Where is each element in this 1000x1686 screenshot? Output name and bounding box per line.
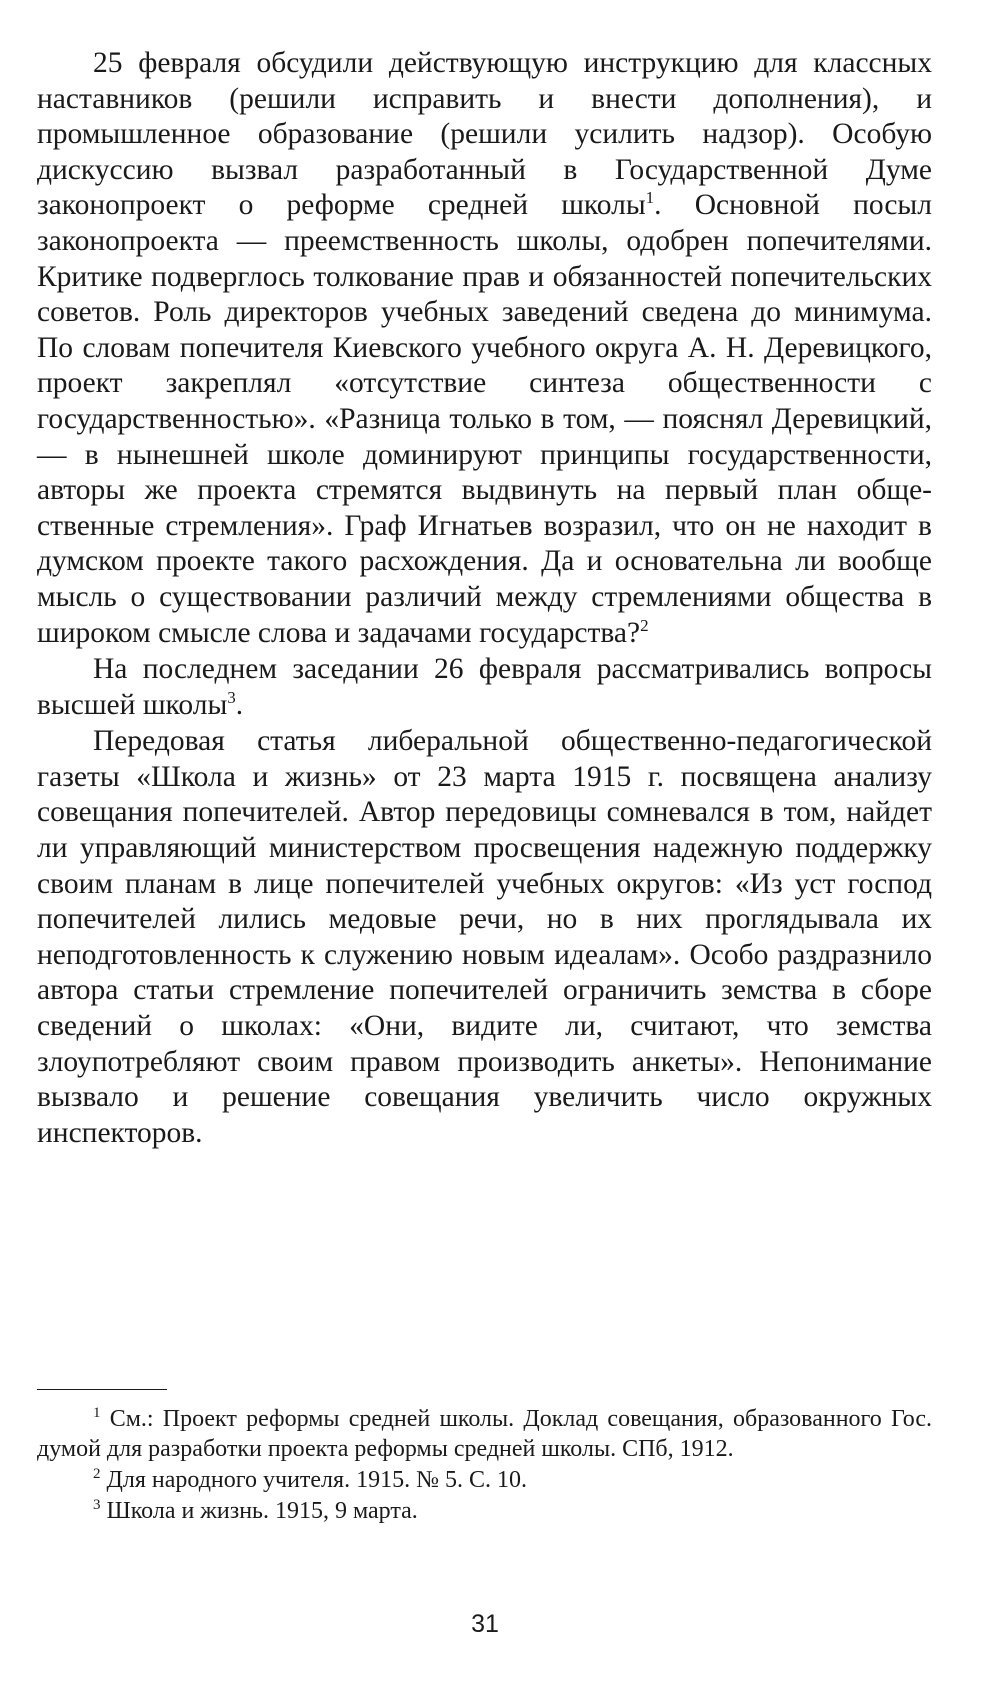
footnotes — [37, 1404, 932, 1527]
footnote-ref-1: 1 — [645, 188, 655, 208]
footnote-1-text: См.: Проект реформы средней школы. Доклад совещания, образованного Гос. думой для разработки проекта реформы средней школы. СПб, 1912. — [37, 1406, 932, 1462]
paragraph-1-tail: . Основной посыл законопроекта — преемственность школы, одобрен попечителями. Критике подверглось толкование прав и обязанностей попечительских советов. Роль директоров учебных заведений сведена до минимума. По словам попечителя Киевского учебного округа А. Н. Деревицкого, проект закреплял «отсутствие синтеза общественности с государственностью». «Разница только в том, — пояснял Деревицкий, — в нынешней школе доминируют принципы государственности, авторы же проекта стремятся выдвинуть на первый план общественные стремления». Граф Игнатьев возразил, что он не находит в думском проекте такого расхождения. Да и основательна ли вообще мысль о существовании различий между стремлениями общества в широком смысле слова и задачами государства? — [37, 189, 932, 649]
footnote-1-number: 1 — [93, 1405, 101, 1421]
footnote-2-text: Для народного учителя. 1915. № 5. С. 10. — [106, 1467, 527, 1493]
paragraph-1-text: 25 февраля обсудили действующую инструкцию для классных наставников (решили исправить и внести дополнения), и промышленное образование (решили усилить надзор). Особую дискуссию вызвал разработанный в Государственной Думе законопроект о реформе средней школы — [37, 47, 932, 222]
footnote-ref-2: 2 — [640, 615, 649, 635]
paragraph-3 — [37, 724, 932, 1151]
footnote-1 — [37, 1404, 932, 1464]
paragraph-2-tail: . — [235, 688, 244, 721]
footnote-divider — [37, 1389, 167, 1390]
footnote-2-number: 2 — [93, 1466, 101, 1482]
paragraph-2 — [37, 652, 932, 723]
footnote-3 — [37, 1496, 932, 1526]
page-number: 31 — [471, 1610, 499, 1638]
footnote-2 — [37, 1465, 932, 1495]
paragraph-2-text: На последнем заседании 26 февраля рассматривались вопросы высшей школы — [37, 653, 932, 721]
footnote-ref-3: 3 — [227, 687, 236, 707]
paragraph-3-text: Передовая статья либеральной общественно-педагогической газеты «Школа и жизнь» от 23 марта 1915 г. посвящена анализу совещания попечителей. Автор передовицы сомневался в том, найдет ли управляющий министерством просвещения надежную поддержку своим планам в лице попечителей учебных округов: «Из уст господ попечителей лились медовые речи, но в них проглядывала их неподготовленность к служению новым идеалам». Особо раздразнило автора статьи стремление попечителей ограничить земства в сборе сведений о школах: «Они, видите ли, считают, что земства злоупотребляют своим правом производить анкеты». Непонимание вызвало и решение совещания увеличить число окружных инспекторов. — [37, 725, 932, 1149]
paragraph-1 — [37, 46, 932, 651]
main-text — [37, 46, 932, 1151]
footnote-3-number: 3 — [93, 1497, 101, 1513]
footnote-3-text: Школа и жизнь. 1915, 9 марта. — [106, 1498, 418, 1524]
